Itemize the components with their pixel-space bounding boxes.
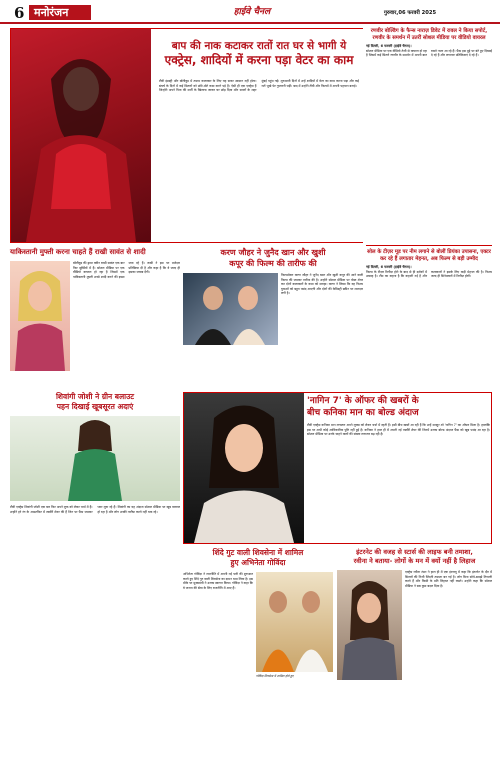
rakhi-body: बॉलीवुड की ड्रामा क्वीन राखी सावंत एक बार फिर सुर्खियों में हैं। सोशल मीडिया पर एक वीडियो वायरल हो रहा है जिसमें एक पाकिस्तानी मुफ्ती उनसे शादी करने की इच्छा जता रहे हैं। राखी ने इस पर मजेदार प्रतिक्रिया दी है और कहा है कि वे जल्द ही इसका जवाब देंगी।	[73, 261, 180, 279]
right-top-headline: रणवीर बोल्डिंग के फैन्स नाराज़ डिवेट में रावल ने किया सपोर्ट, रणवीर के समर्थन में उतरीं सोशल मीडिया पर वीडियो वायरल	[370, 28, 488, 41]
ravina-headline	[337, 548, 492, 565]
lead-headline	[155, 29, 363, 67]
ravina-body: एक्ट्रेस रवीना टंडन ने हाल ही में एक इंटरव्यू में कहा कि इंटरनेट के दौर में सितारों की निजी जिंदगी तमाशा बन गई है। लोग बिना सोचे-समझे टिप्पणी करते हैं और किसी के प्रति लिहाज नहीं रखते। उन्होंने कहा कि सोशल मीडिया ने सब कुछ बदल दिया है।	[405, 570, 492, 588]
karan-body: फिल्ममेकर करण जौहर ने जुनैद खान और खुशी कपूर की आने वाली फिल्म की जमकर तारीफ की है। उन्होंने सोशल मीडिया पर पोस्ट शेयर कर दोनों कलाकारों के काम को सराहा। करण ने लिखा कि यह फिल्म युवाओं को बहुत पसंद आएगी और दोनों की केमिस्ट्री स्क्रीन पर शानदार लगी है।	[281, 273, 363, 296]
kanika-headline-line2: बीच कनिका मान का बोल्ड अंदाज	[307, 408, 419, 418]
lead-story	[10, 28, 363, 243]
govinda-photo	[256, 572, 333, 672]
right-mid-story	[366, 245, 492, 393]
kanika-body: टीवी एक्ट्रेस कनिका मान लगातार अपने लुक्स को लेकर चर्चा में रहती हैं। इसी बीच खबरें आ रही हैं कि उन्हें मशहूर शो 'नागिन 7' का ऑफर मिला है। हालांकि इस पर अभी कोई आधिकारिक पुष्टि नहीं हुई है। कनिका ने हाल ही में अपनी नई तस्वीरें शेयर कीं जिनमें उनका बोल्ड अंदाज फैंस को खूब पसंद आ रहा है। सोशल मीडिया पर उनके चाहने वालों की संख्या लगातार बढ़ रही है।	[307, 423, 490, 437]
right-mid-headline: सोल के टीज़र मूड पर नीम लगाने से बोलीं प्रियंका उपासना, एक्टर कर रहे हैं लगातार मेहनत, अब फिल्म से बड़ी उम्मीद	[367, 249, 491, 262]
lead-headline-line1: बाप की नाक कटाकर रातों रात घर से भागी ये	[171, 40, 347, 52]
right-mid-byline: नई दिल्ली, 6 फरवरी (हाईवे चैनल)।	[366, 265, 412, 270]
kanika-text-area	[307, 395, 490, 541]
kanika-photo	[184, 393, 304, 543]
rakhi-story	[10, 247, 180, 387]
karan-photo	[183, 273, 278, 345]
karan-headline	[183, 247, 363, 269]
kanika-headline	[307, 395, 490, 419]
date-line: गुरुवार,06 फरवरी 2025	[384, 10, 437, 16]
shivangi-body: टीवी एक्ट्रेस शिवांगी जोशी एक बार फिर अपने लुक को लेकर चर्चा में हैं। उन्होंने हरे रंग के आउटफिट में तस्वीरें शेयर की हैं जिन पर फैंस जमकर प्यार लुटा रहे हैं। शिवांगी का यह अंदाज सोशल मीडिया पर खूब वायरल हो रहा है और लोग उनकी तारीफ करते नहीं थक रहे।	[10, 505, 180, 514]
govinda-caption: गोविंदा शिवसेना में शामिल होते हुए	[256, 674, 294, 678]
kanika-headline-line1: 'नागिन 7' के ऑफर की खबरों के	[307, 396, 419, 406]
rakhi-photo	[10, 261, 70, 371]
shivangi-story	[10, 392, 180, 749]
karan-headline-line2: कपूर की फिल्म की तारीफ की	[229, 259, 317, 268]
ravina-headline-line2: रवीना ने बताया- लोगों के मन में क्यों नहीं है लिहाज	[353, 556, 476, 565]
karan-story	[183, 247, 363, 387]
right-mid-body: फिल्म के टीज़र रिलीज़ होने के बाद से ही दर्शकों में उत्साह है। टीम का कहना है कि कहानी नई है और कलाकारों ने इसके लिए कड़ी मेहनत की है। फिल्म जल्द ही सिनेमाघरों में रिलीज़ होगी।	[366, 269, 492, 279]
govinda-headline-line2: हुए अभिनेता गोविंदा	[230, 558, 286, 567]
newspaper-logo: हाईवे चैनल	[233, 7, 271, 17]
govinda-body: अभिनेता गोविंदा ने राजनीति में अपनी नई पारी की शुरुआत करते हुए शिंदे गुट वाली शिवसेना का दामन थाम लिया है। इस मौके पर मुख्यमंत्री ने उनका स्वागत किया। गोविंदा ने कहा कि वे जनता की सेवा के लिए राजनीति में आए हैं।	[183, 572, 253, 590]
page-number: 6	[14, 4, 25, 22]
karan-headline-line1: करण जौहर ने जुनैद खान और खुशी	[220, 248, 326, 257]
ravina-photo	[337, 570, 402, 680]
lead-text-area	[155, 29, 363, 242]
page-header	[0, 0, 500, 24]
lead-headline-line2: एक्ट्रेस, शादियों में करना पड़ा वेटर का काम	[164, 53, 354, 67]
shivangi-headline-line2: पहन दिखाई खूबसूरत अदाएं	[56, 402, 134, 411]
lead-photo	[11, 29, 151, 242]
shivangi-photo	[10, 416, 180, 501]
right-top-byline: नई दिल्ली, 6 फरवरी (हाईवे चैनल)।	[366, 44, 412, 49]
shivangi-headline	[10, 392, 180, 412]
karan-body-continued	[183, 349, 363, 385]
right-top-story	[366, 28, 492, 241]
right-top-body: सोशल मीडिया पर एक वीडियो तेजी से वायरल हो रहा है जिसमें कई सितारे रणवीर के समर्थन में अपनी बात रखते नजर आ रहे हैं। फैंस इस मुद्दे पर बंटे हुए दिखाई दे रहे हैं और लगातार प्रतिक्रियाएं दे रहे हैं।	[366, 48, 492, 58]
govinda-headline-line1: शिंदे गुट वाली शिवसेना में शामिल	[212, 548, 304, 557]
kanika-story	[183, 392, 492, 544]
section-title: मनोरंजन	[29, 5, 91, 20]
ravina-headline-line1: इंटरनेट की वजह से स्टार्स की लाइफ बनी तमाशा,	[356, 548, 473, 556]
govinda-story	[183, 548, 333, 748]
ravina-story	[337, 548, 492, 748]
shivangi-headline-line1: शिवांगी जोशी ने ग्रीन बलाउट	[55, 392, 134, 401]
rakhi-headline: याकिस्तानी मुफ्ती करना चाहते हैं राखी सावंत से शादी	[10, 248, 146, 256]
lead-body: टीवी इंडस्ट्री और बॉलीवुड में तमाम कलाकार के लिए यह सफर आसान नहीं होता। संघर्ष के दिनों में कई सितारों को छोटे-मोटे काम करने पड़े हैं। ऐसी ही एक एक्ट्रेस हैं जिन्होंने अपने पिता की मर्जी के खिलाफ जाकर घर छोड़ दिया और सपनों के शहर मुंबई पहुंच गईं। शुरुआती दिनों में उन्हें शादियों में वेटर का काम करना पड़ा और कई रातें भूखे पेट गुजारनी पड़ीं। बाद में उन्होंने टीवी और फिल्मों में अपनी पहचान बनाई।	[159, 79, 359, 93]
govinda-headline	[183, 548, 333, 568]
